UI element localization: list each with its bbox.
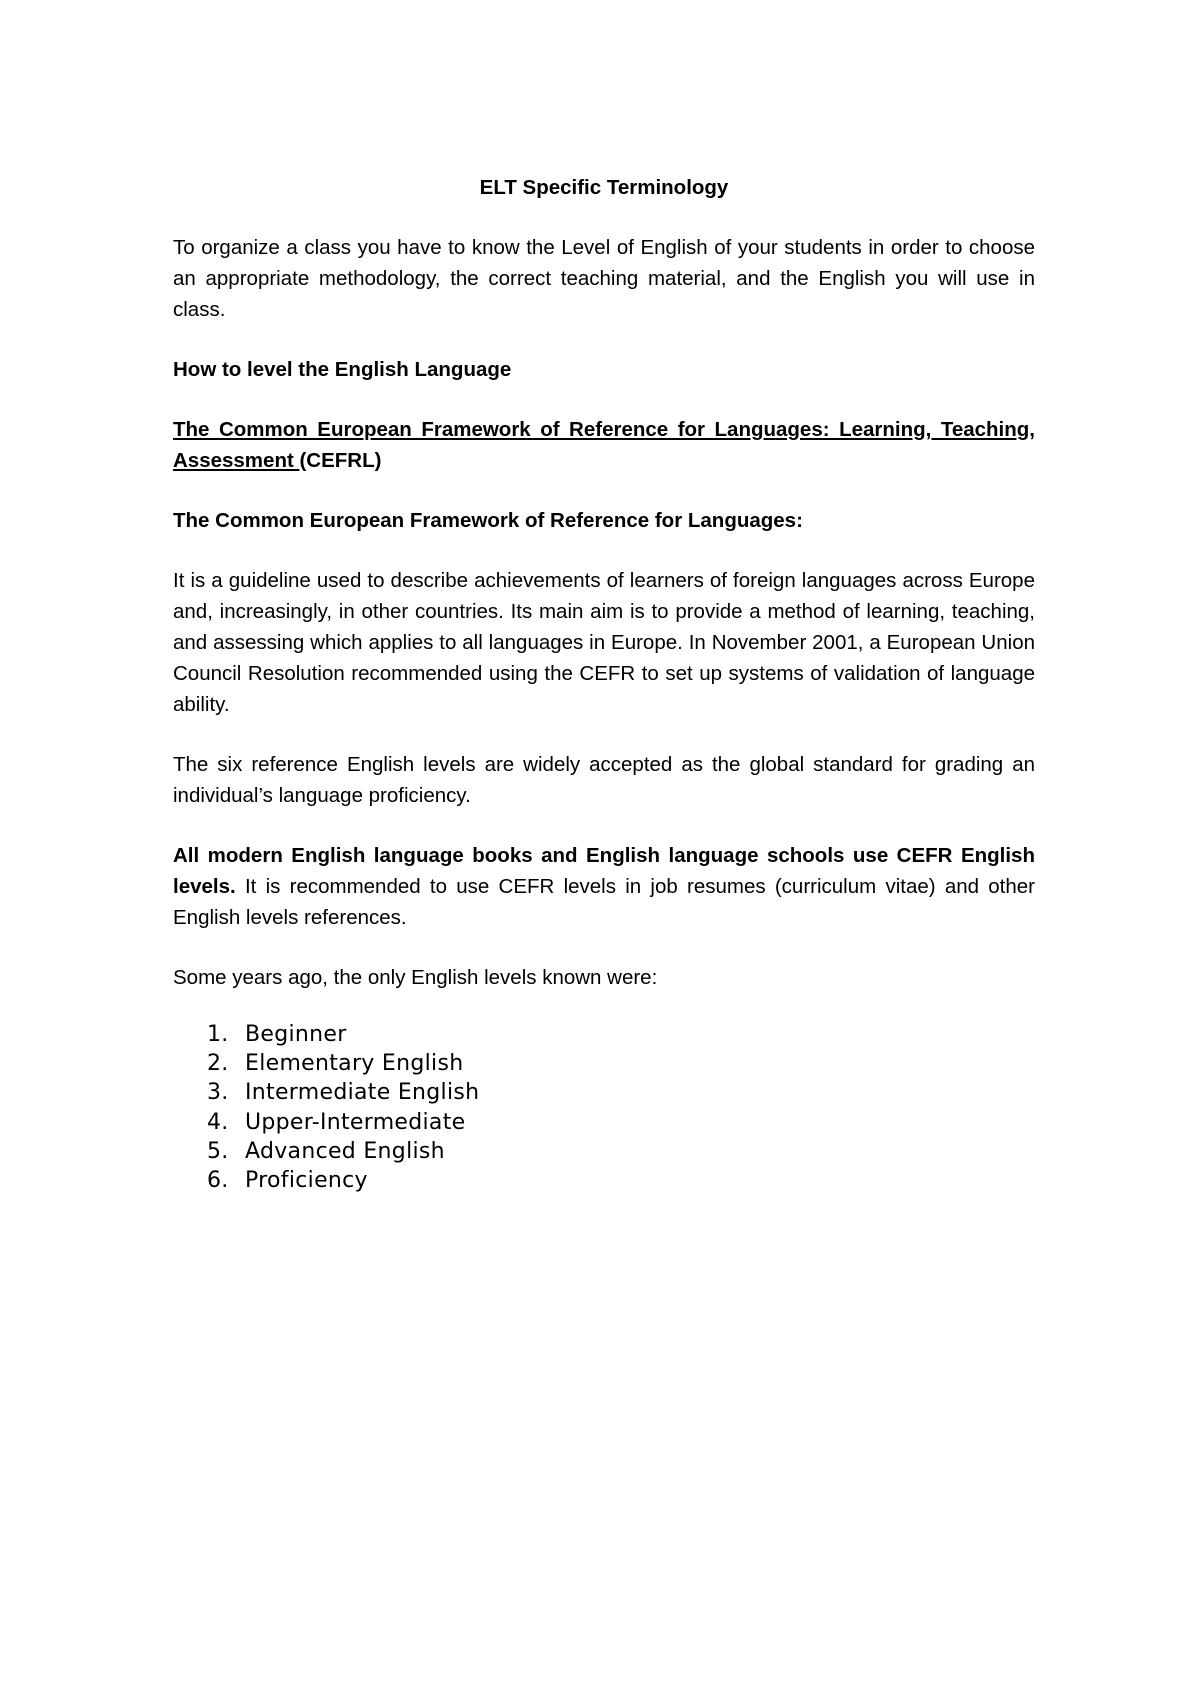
document-page — [173, 172, 1035, 1195]
document-title: ELT Specific Terminology — [479, 176, 729, 199]
guideline-paragraph: It is a guideline used to describe achievements of learners of foreign languages across Europe and, increasingly, in other countries. Its main aim is to provide a method of learning, teaching, and assessing which applies to all languages in Europe. In November 2001, a European Union Council Resolution recommended using the CEFR to set up systems of validation of language ability. — [173, 569, 1035, 716]
heading-cefr: The Common European Framework of Reference for Languages: — [173, 509, 803, 532]
list-item — [207, 1049, 1035, 1078]
list-item — [207, 1020, 1035, 1049]
list-item-number: 6. — [207, 1168, 229, 1194]
list-item — [207, 1137, 1035, 1166]
list-item-label: Intermediate English — [245, 1080, 480, 1106]
list-item-label: Proficiency — [245, 1168, 368, 1194]
list-item-number: 4. — [207, 1109, 229, 1135]
list-item-number: 3. — [207, 1080, 229, 1106]
list-item-number: 1. — [207, 1022, 229, 1047]
english-levels-list — [173, 1020, 1035, 1195]
list-item — [207, 1166, 1035, 1195]
modern-books-bold-text: All modern English language books and English language schools use CEFR English levels. — [173, 844, 1035, 898]
heading-level-english: How to level the English Language — [173, 358, 512, 381]
cefr-reference-link[interactable]: The Common European Framework of Reference for Languages: Learning, Teaching, Assessment — [173, 418, 1035, 472]
intro-paragraph: To organize a class you have to know the Level of English of your students in order to choose an appropriate methodology, the correct teaching material, and the English you will use in class. — [173, 236, 1035, 321]
list-item — [207, 1108, 1035, 1137]
list-item-label: Upper-Intermediate — [245, 1109, 466, 1135]
modern-books-paragraph — [173, 840, 1035, 933]
cefr-reference-paragraph — [173, 414, 1035, 476]
list-item-number: 5. — [207, 1138, 229, 1164]
six-levels-paragraph: The six reference English levels are widely accepted as the global standard for grading an individual’s language proficiency. — [173, 753, 1035, 807]
list-item — [207, 1078, 1035, 1107]
some-years-paragraph: Some years ago, the only English levels known were: — [173, 966, 658, 989]
list-item-number: 2. — [207, 1051, 229, 1077]
list-item-label: Elementary English — [245, 1051, 464, 1077]
list-item-label: Beginner — [245, 1022, 347, 1047]
modern-books-rest-text: It is recommended to use CEFR levels in job resumes (curriculum vitae) and other English levels references. — [173, 875, 1035, 929]
cefr-abbreviation: (CEFRL) — [299, 449, 382, 472]
list-item-label: Advanced English — [245, 1138, 445, 1164]
